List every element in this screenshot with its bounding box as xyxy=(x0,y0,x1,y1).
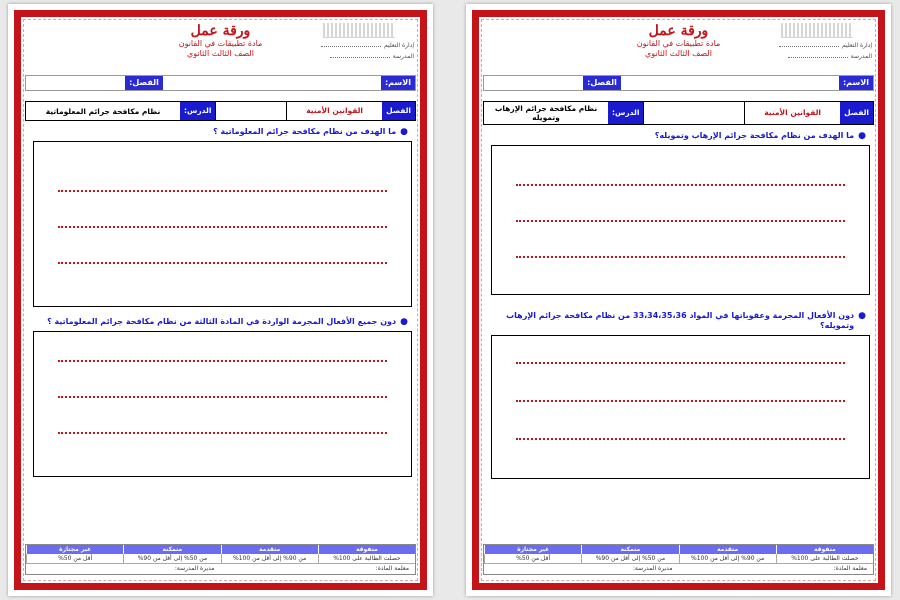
principal-signature[interactable]: مديرة المدرسة: xyxy=(632,565,673,572)
grading-rubric xyxy=(25,544,416,575)
subject-title: مادة تطبيقات في القانون xyxy=(178,39,263,48)
bullet-icon: ● xyxy=(858,311,866,321)
student-info-row xyxy=(483,75,874,91)
lesson-label: الدرس: xyxy=(180,102,215,120)
rubric-condition: من 90% إلى أقل من 100% xyxy=(221,554,318,563)
subject-title: مادة تطبيقات في القانون xyxy=(636,39,721,48)
question-1 xyxy=(25,127,408,137)
lesson-info-row xyxy=(483,101,874,125)
question-text: دون الأفعال المجرمة وعقوباتها في المواد 33،34،35،36 من نظام مكافحة جرائم الإرهاب وتمويله؟ xyxy=(506,311,855,330)
bullet-icon: ● xyxy=(858,131,866,141)
grade-title: الصف الثالث الثانوي xyxy=(645,49,712,58)
rubric-level: متمكنة xyxy=(581,545,678,554)
worksheet-title: ورقة عمل xyxy=(190,23,251,39)
admin-label: إدارة التعليم xyxy=(842,42,872,49)
lesson-value: نظام مكافحة جرائم الإرهاب وتمويله xyxy=(494,104,598,122)
grading-rubric xyxy=(483,544,874,575)
worksheet-page-left xyxy=(8,4,433,596)
class-label: الفصل: xyxy=(125,76,163,90)
bullet-icon: ● xyxy=(400,317,408,327)
lesson-value: نظام مكافحة جرائم المعلوماتية xyxy=(45,106,161,116)
question-1 xyxy=(483,131,866,141)
worksheet-header xyxy=(483,21,874,73)
rubric-condition: أقل من 50% xyxy=(26,554,123,563)
answer-box-2[interactable] xyxy=(33,331,412,477)
class-field[interactable] xyxy=(484,76,583,90)
rubric-condition: أقل من 50% xyxy=(484,554,581,563)
rubric-condition: من 50% إلى أقل من 90% xyxy=(123,554,220,563)
decorative-border xyxy=(472,10,885,590)
worksheet-title: ورقة عمل xyxy=(648,23,709,39)
teacher-signature[interactable]: معلمة المادة: xyxy=(375,565,409,572)
question-text: ما الهدف من نظام مكافحة جرائم الإرهاب وتمويله؟ xyxy=(654,131,855,140)
worksheet-page-right xyxy=(466,4,891,596)
teacher-signature[interactable]: معلمة المادة: xyxy=(833,565,867,572)
chapter-label: الفصل xyxy=(840,102,873,124)
rubric-level: متمكنة xyxy=(123,545,220,554)
question-text: دون جميع الأفعال المجرمة الواردة في المادة الثالثة من نظام مكافحة جرائم المعلوماتية ؟ xyxy=(47,317,397,326)
rubric-condition: حصلت الطالبة على 100% xyxy=(318,554,415,563)
lesson-label: الدرس: xyxy=(608,102,643,124)
bullet-icon: ● xyxy=(400,127,408,137)
rubric-level: متفوقة xyxy=(318,545,415,554)
question-2 xyxy=(483,311,866,331)
name-field[interactable] xyxy=(163,76,381,90)
class-field[interactable] xyxy=(26,76,125,90)
rubric-condition: حصلت الطالبة على 100% xyxy=(776,554,873,563)
rubric-level: غير مجتازة xyxy=(26,545,123,554)
question-2 xyxy=(25,317,408,327)
rubric-level: غير مجتازة xyxy=(484,545,581,554)
rubric-level: متقدمة xyxy=(679,545,776,554)
rubric-condition: من 50% إلى أقل من 90% xyxy=(581,554,678,563)
lesson-info-row xyxy=(25,101,416,121)
chapter-label: الفصل xyxy=(382,102,415,120)
rubric-level: متفوقة xyxy=(776,545,873,554)
admin-label: إدارة التعليم xyxy=(384,42,414,49)
principal-signature[interactable]: مديرة المدرسة: xyxy=(174,565,215,572)
decorative-border xyxy=(14,10,427,590)
answer-box-1[interactable] xyxy=(491,145,870,295)
chapter-value: القوانين الأمنية xyxy=(744,102,840,124)
name-label: الاسم: xyxy=(381,76,415,90)
answer-box-1[interactable] xyxy=(33,141,412,307)
school-label: المدرسة xyxy=(850,53,872,60)
student-info-row xyxy=(25,75,416,91)
chapter-value: القوانين الأمنية xyxy=(286,102,382,120)
rubric-level: متقدمة xyxy=(221,545,318,554)
class-label: الفصل: xyxy=(583,76,621,90)
question-text: ما الهدف من نظام مكافحة جرائم المعلوماتية ؟ xyxy=(213,127,397,136)
answer-box-2[interactable] xyxy=(491,335,870,479)
name-field[interactable] xyxy=(621,76,839,90)
school-label: المدرسة xyxy=(392,53,414,60)
worksheet-header xyxy=(25,21,416,73)
name-label: الاسم: xyxy=(839,76,873,90)
grade-title: الصف الثالث الثانوي xyxy=(187,49,254,58)
rubric-condition: من 90% إلى أقل من 100% xyxy=(679,554,776,563)
